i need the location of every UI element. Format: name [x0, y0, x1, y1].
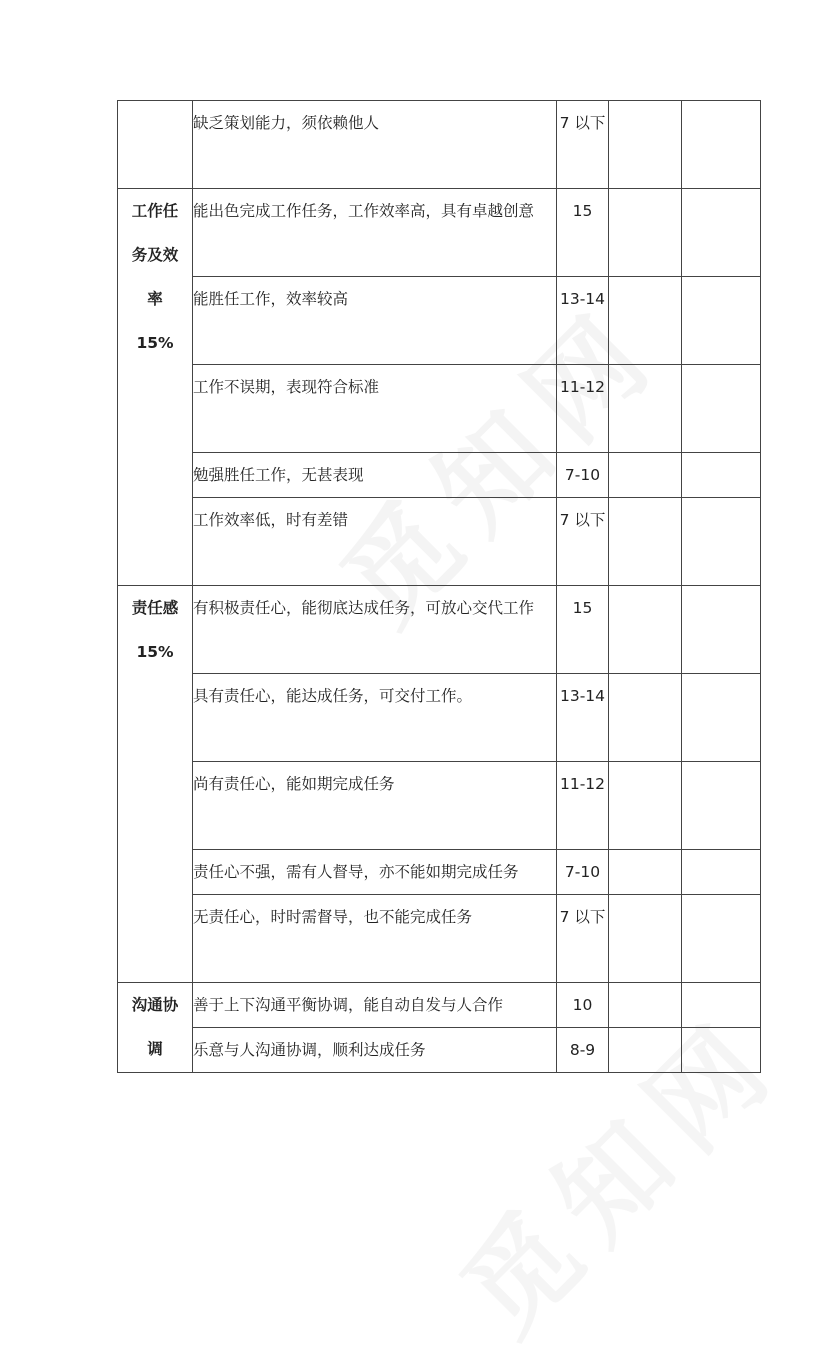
empty-cell	[682, 895, 761, 983]
category-weight: 15%	[136, 643, 174, 661]
score-cell: 13-14	[557, 674, 609, 762]
criteria-description: 善于上下沟通平衡协调，能自动自发与人合作	[193, 983, 557, 1028]
criteria-description: 缺乏策划能力，须依赖他人	[193, 101, 557, 189]
empty-cell	[609, 762, 682, 850]
empty-cell	[682, 453, 761, 498]
empty-cell	[682, 674, 761, 762]
criteria-description: 乐意与人沟通协调，顺利达成任务	[193, 1028, 557, 1073]
table-row	[118, 762, 761, 850]
empty-cell	[682, 101, 761, 189]
score-cell: 10	[557, 983, 609, 1028]
category-label: 工作任	[131, 202, 179, 220]
empty-cell	[609, 850, 682, 895]
score-cell: 7 以下	[557, 498, 609, 586]
empty-cell	[609, 453, 682, 498]
criteria-description: 勉强胜任工作，无甚表现	[193, 453, 557, 498]
evaluation-table	[117, 100, 761, 1073]
category-work-efficiency	[118, 189, 193, 586]
category-label: 务及效	[131, 246, 179, 264]
empty-cell	[682, 983, 761, 1028]
empty-cell	[609, 895, 682, 983]
score-cell: 11-12	[557, 762, 609, 850]
table-row	[118, 189, 761, 277]
empty-cell	[609, 277, 682, 365]
table-row	[118, 1028, 761, 1073]
score-cell: 7-10	[557, 453, 609, 498]
empty-cell	[609, 189, 682, 277]
category-cell	[118, 101, 193, 189]
empty-cell	[609, 101, 682, 189]
criteria-description: 有积极责任心，能彻底达成任务，可放心交代工作	[193, 586, 557, 674]
table-row	[118, 850, 761, 895]
category-label: 率	[147, 290, 163, 308]
table-row	[118, 895, 761, 983]
empty-cell	[682, 365, 761, 453]
score-cell: 15	[557, 586, 609, 674]
empty-cell	[682, 498, 761, 586]
criteria-description: 工作效率低，时有差错	[193, 498, 557, 586]
empty-cell	[682, 277, 761, 365]
table-row	[118, 674, 761, 762]
criteria-description: 无责任心，时时需督导，也不能完成任务	[193, 895, 557, 983]
criteria-description: 工作不误期，表现符合标准	[193, 365, 557, 453]
empty-cell	[609, 1028, 682, 1073]
category-responsibility	[118, 586, 193, 983]
criteria-description: 尚有责任心，能如期完成任务	[193, 762, 557, 850]
table-row	[118, 277, 761, 365]
table-row	[118, 365, 761, 453]
empty-cell	[609, 674, 682, 762]
score-cell: 11-12	[557, 365, 609, 453]
empty-cell	[609, 983, 682, 1028]
criteria-description: 责任心不强，需有人督导，亦不能如期完成任务	[193, 850, 557, 895]
criteria-description: 能胜任工作，效率较高	[193, 277, 557, 365]
category-weight: 15%	[136, 334, 174, 352]
table-row	[118, 453, 761, 498]
score-cell: 8-9	[557, 1028, 609, 1073]
score-cell: 15	[557, 189, 609, 277]
table-row	[118, 101, 761, 189]
empty-cell	[682, 1028, 761, 1073]
category-label: 责任感	[131, 599, 179, 617]
criteria-description: 具有责任心，能达成任务，可交付工作。	[193, 674, 557, 762]
category-label: 沟通协	[131, 996, 179, 1014]
table-row	[118, 586, 761, 674]
category-communication	[118, 983, 193, 1073]
empty-cell	[609, 365, 682, 453]
empty-cell	[609, 586, 682, 674]
score-cell: 7 以下	[557, 895, 609, 983]
table-row	[118, 983, 761, 1028]
empty-cell	[682, 762, 761, 850]
empty-cell	[609, 498, 682, 586]
criteria-description: 能出色完成工作任务，工作效率高，具有卓越创意	[193, 189, 557, 277]
category-label: 调	[147, 1040, 163, 1058]
score-cell: 7-10	[557, 850, 609, 895]
empty-cell	[682, 850, 761, 895]
empty-cell	[682, 586, 761, 674]
score-cell: 7 以下	[557, 101, 609, 189]
empty-cell	[682, 189, 761, 277]
table-row	[118, 498, 761, 586]
score-cell: 13-14	[557, 277, 609, 365]
